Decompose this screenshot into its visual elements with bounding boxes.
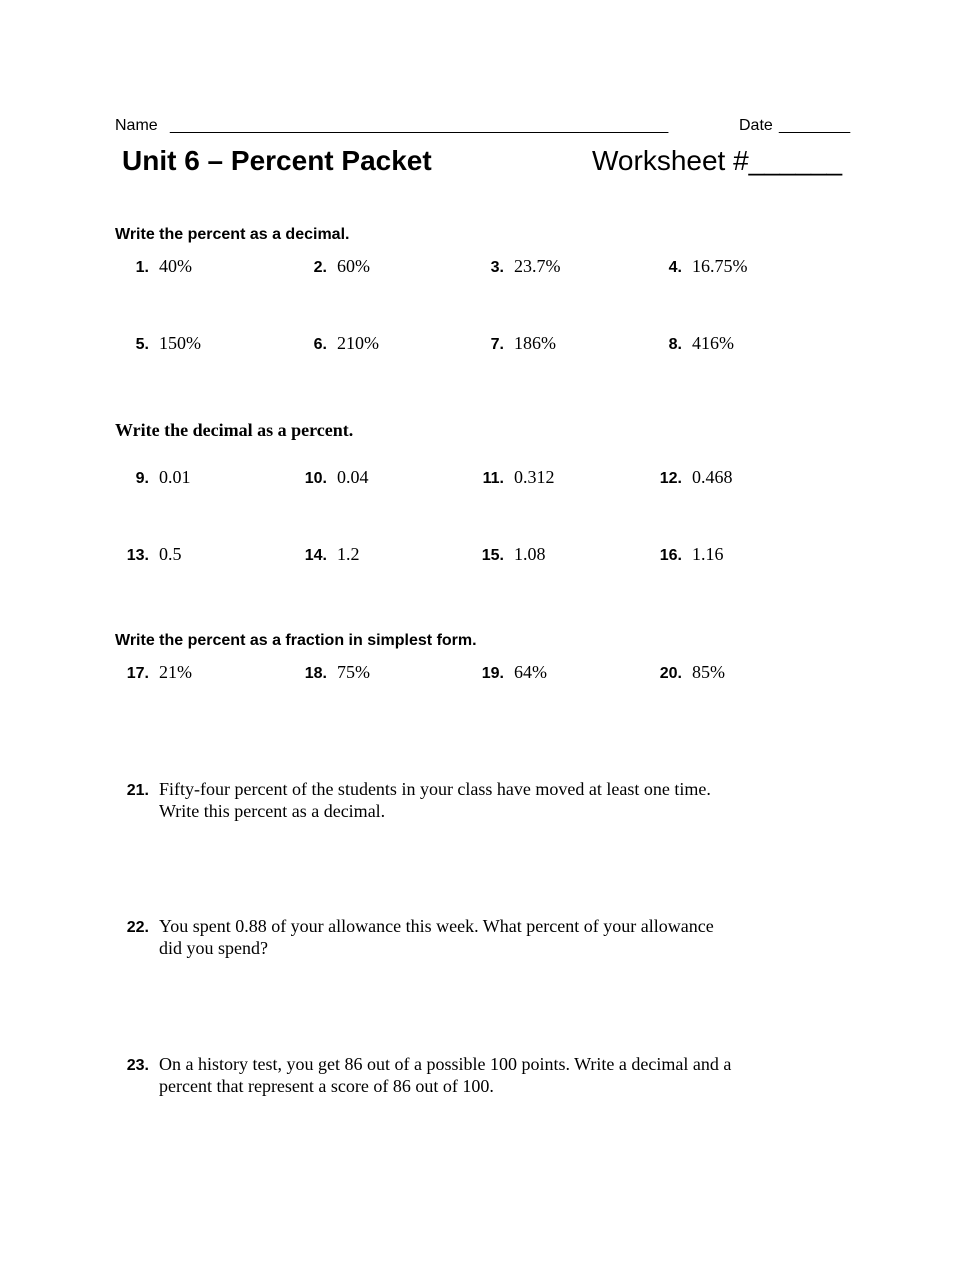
date-label: Date bbox=[739, 117, 773, 134]
problem-5 bbox=[115, 333, 201, 354]
problem-number: 18. bbox=[304, 665, 327, 682]
word-problem-23 bbox=[115, 1053, 739, 1097]
problem-20 bbox=[648, 662, 725, 683]
problem-9 bbox=[115, 467, 191, 488]
problem-number: 1. bbox=[135, 259, 149, 276]
problem-value: 210% bbox=[337, 333, 379, 353]
problem-11 bbox=[470, 467, 555, 488]
problem-number: 17. bbox=[126, 665, 149, 682]
problem-value: 0.5 bbox=[159, 544, 182, 564]
problem-value: 0.312 bbox=[514, 467, 555, 487]
problem-6 bbox=[293, 333, 379, 354]
problem-3 bbox=[470, 256, 561, 277]
section-1-instruction: Write the percent as a decimal. bbox=[115, 226, 350, 243]
problem-value: 0.04 bbox=[337, 467, 369, 487]
problem-1 bbox=[115, 256, 192, 277]
problem-number: 7. bbox=[490, 336, 504, 353]
problem-text: Fifty-four percent of the students in your class have moved at least one time. Write this percent as a decimal. bbox=[159, 779, 711, 821]
problem-value: 85% bbox=[692, 662, 725, 682]
problem-value: 16.75% bbox=[692, 256, 748, 276]
problem-12 bbox=[648, 467, 733, 488]
word-problem-21 bbox=[115, 778, 739, 822]
problem-value: 0.468 bbox=[692, 467, 733, 487]
problem-text: You spent 0.88 of your allowance this week. What percent of your allowance did you spend? bbox=[159, 916, 714, 958]
problem-2 bbox=[293, 256, 370, 277]
name-label: Name bbox=[115, 117, 158, 134]
name-line[interactable]: ________________________________________________________ bbox=[170, 117, 669, 134]
problem-value: 23.7% bbox=[514, 256, 561, 276]
problem-value: 150% bbox=[159, 333, 201, 353]
problem-number: 23. bbox=[126, 1057, 149, 1074]
problem-number: 16. bbox=[659, 547, 682, 564]
date-line[interactable]: ________ bbox=[779, 117, 851, 134]
section-3-instruction: Write the percent as a fraction in simplest form. bbox=[115, 632, 477, 649]
problem-number: 2. bbox=[313, 259, 327, 276]
problem-number: 3. bbox=[490, 259, 504, 276]
problem-4 bbox=[648, 256, 748, 277]
problem-7 bbox=[470, 333, 556, 354]
problem-number: 5. bbox=[135, 336, 149, 353]
word-problem-22 bbox=[115, 915, 739, 959]
problem-number: 12. bbox=[659, 470, 682, 487]
problem-number: 8. bbox=[668, 336, 682, 353]
problem-value: 0.01 bbox=[159, 467, 191, 487]
problem-17 bbox=[115, 662, 192, 683]
problem-10 bbox=[293, 467, 369, 488]
problem-16 bbox=[648, 544, 724, 565]
problem-number: 4. bbox=[668, 259, 682, 276]
problem-value: 64% bbox=[514, 662, 547, 682]
problem-value: 40% bbox=[159, 256, 192, 276]
problem-number: 10. bbox=[304, 470, 327, 487]
problem-number: 19. bbox=[481, 665, 504, 682]
problem-value: 416% bbox=[692, 333, 734, 353]
worksheet-number[interactable]: Worksheet #______ bbox=[592, 145, 843, 176]
problem-value: 1.08 bbox=[514, 544, 546, 564]
problem-value: 21% bbox=[159, 662, 192, 682]
problem-value: 1.2 bbox=[337, 544, 360, 564]
problem-number: 6. bbox=[313, 336, 327, 353]
problem-15 bbox=[470, 544, 546, 565]
problem-number: 9. bbox=[135, 470, 149, 487]
problem-number: 22. bbox=[126, 919, 149, 936]
problem-value: 1.16 bbox=[692, 544, 724, 564]
problem-number: 21. bbox=[126, 782, 149, 799]
problem-number: 15. bbox=[481, 547, 504, 564]
problem-8 bbox=[648, 333, 734, 354]
problem-14 bbox=[293, 544, 360, 565]
problem-number: 11. bbox=[482, 470, 504, 487]
problem-text: On a history test, you get 86 out of a possible 100 points. Write a decimal and a percent that represent a score of 86 out of 100. bbox=[159, 1054, 732, 1096]
problem-value: 75% bbox=[337, 662, 370, 682]
problem-value: 60% bbox=[337, 256, 370, 276]
problem-18 bbox=[293, 662, 370, 683]
section-2-instruction: Write the decimal as a percent. bbox=[115, 420, 354, 440]
problem-number: 14. bbox=[304, 547, 327, 564]
problem-19 bbox=[470, 662, 547, 683]
problem-value: 186% bbox=[514, 333, 556, 353]
problem-number: 13. bbox=[126, 547, 149, 564]
problem-number: 20. bbox=[659, 665, 682, 682]
page-title: Unit 6 – Percent Packet bbox=[122, 145, 432, 176]
problem-13 bbox=[115, 544, 182, 565]
